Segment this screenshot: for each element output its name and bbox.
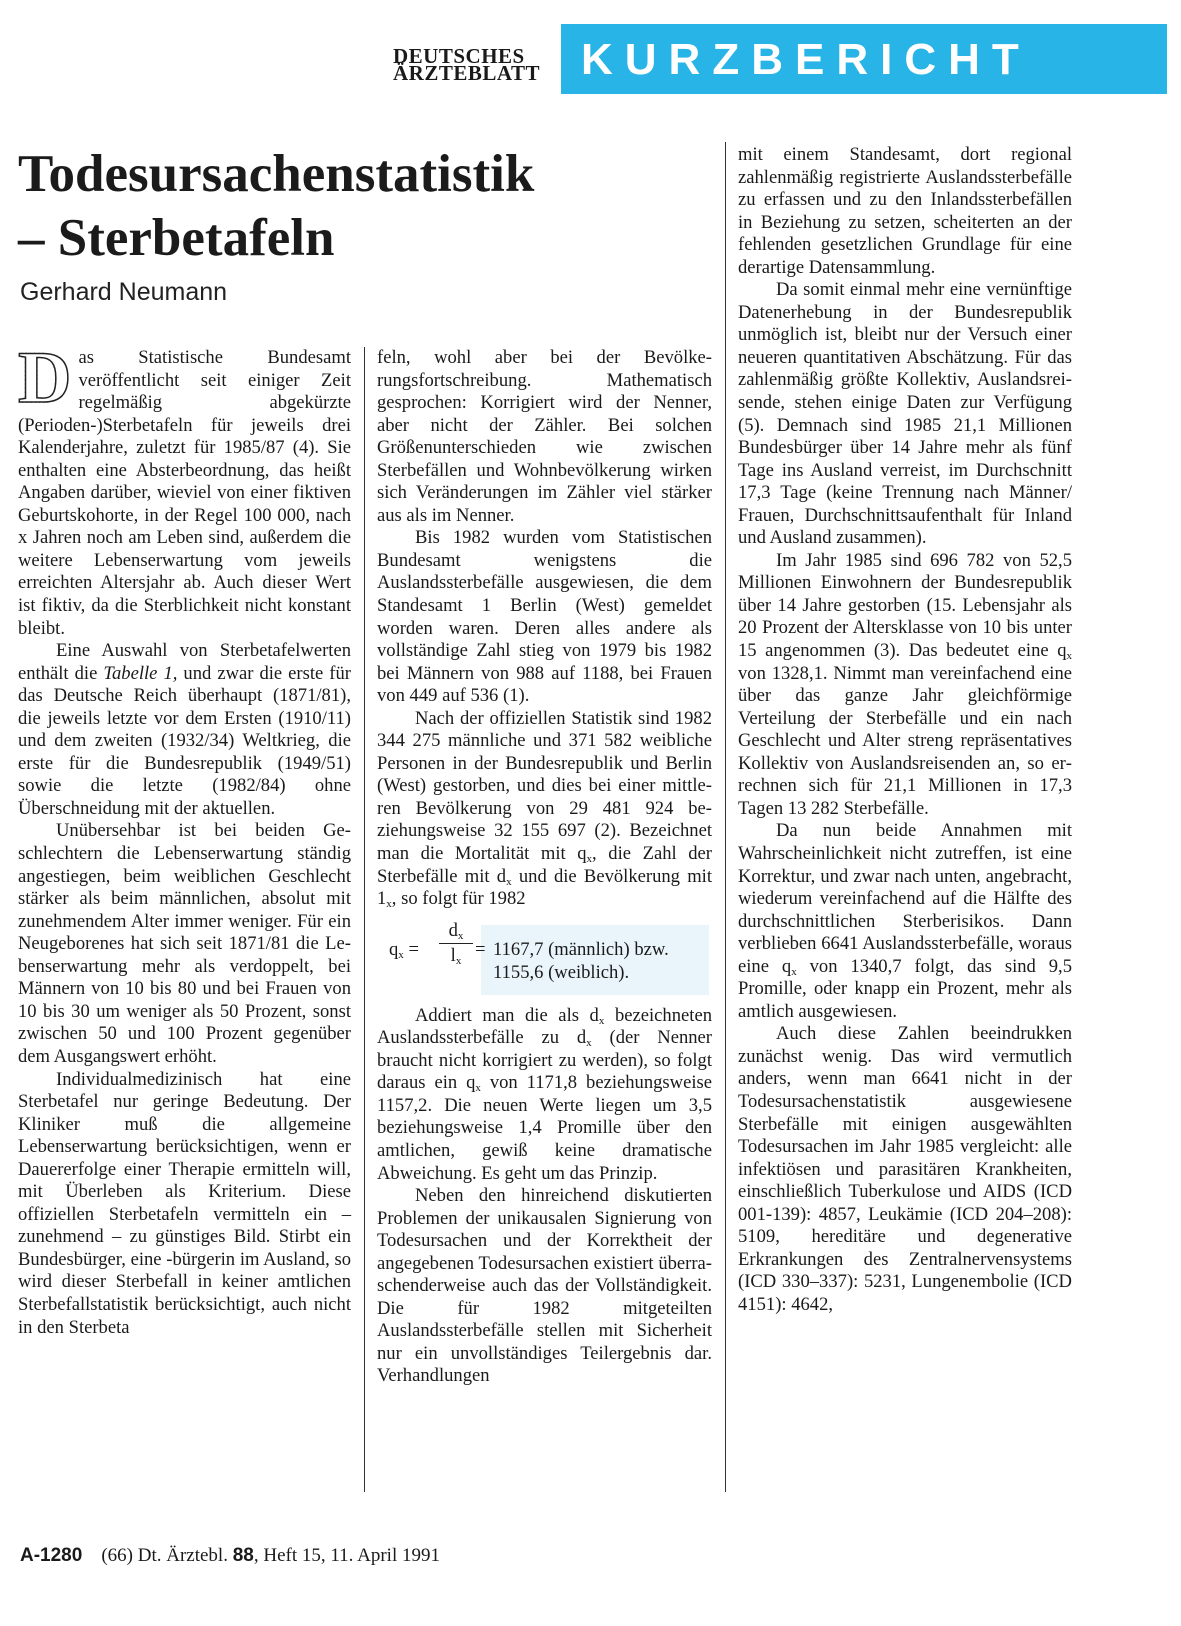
page-footer [20, 1545, 440, 1567]
paragraph-text: und zwar die erste für das Deutsche Reich überhaupt (1871/81), die jeweils letzte vor dem Ersten (1910/11) und dem zweiten (1932/34) Weltkrieg, die erste für die Bundesrepublik (1949/51) sowie die letzte (1982/84) ohne Überschneidung mit der aktuellen. [18, 662, 351, 819]
subscript: x [386, 898, 392, 911]
paragraph [377, 1005, 712, 1185]
formula-lhs: $q_x$ = [389, 938, 419, 961]
paragraph-text: (der Nenner braucht nicht korrigiert zu werden), so folgt daraus ein q [377, 1027, 713, 1094]
section-banner: KURZBERICHT [561, 24, 1167, 94]
subscript: x [475, 1082, 481, 1095]
drop-cap: D [18, 337, 72, 419]
paragraph-text: , so folgt für 1982 [391, 888, 526, 910]
paragraph-text: as Statistische Bundesamt veröffentlicht seit einiger Zeit regelmäßig abgekürzte (Perioden-)Sterbetafeln für jeweils drei Kalenderjahre, zuletzt für 1985/87 (4). Sie enthalten eine Absterbeordnung, das heißt Angaben darüber, wieviel von einer fiktiven Geburtskohorte, in der Regel 100 000, nach x Jahren noch am Leben sind, außerdem die weitere Lebenserwartung vom jeweils erreichten Altersjahr ab. Auch dieser Wert ist fiktiv, da die Sterblichkeit nicht konstant bleibt. [18, 347, 351, 639]
paragraph-text: und die Bevölkerung mit 1 [377, 865, 713, 910]
title-line1: Todesursachenstatistik [18, 145, 535, 203]
masthead-line2: ÄRZTEBLATT [393, 61, 540, 85]
paragraph: Unübersehbar ist bei beiden Geschlechtern die Lebenserwartung ständig angestiegen, beim weiblichen Geschlecht stärker als beim männlichen, absolut mit zunehmendem Alter immer weniger. Für ein Neugeborenes hat sich seit 1871/81 die Lebenserwartung mehr als verdoppelt, bei Männern von 10 bis 80 und bei Frauen von 10 bis 30 um weniger als 50 Prozent, sonst zwischen 50 und 100 Prozent gegenüber dem Ausgangswert erhöht. [18, 820, 351, 1067]
column-divider [364, 347, 365, 1492]
masthead-logo [393, 44, 543, 88]
paragraph: mit einem Standesamt, dort regional zahlenmäßig registrierte Auslandssterbefälle zu erfassen und zu den Inlandssterbefällen in Beziehung zu setzen, scheiterten an der fehlenden gesetzlichen Grundlage für eine derartige Datensammlung. [738, 144, 1072, 278]
title-line2: – Sterbetafeln [18, 209, 335, 267]
paragraph: Auch diese Zahlen beeindrukken zunächst wenig. Das wird vermutlich anders, wenn man 6641 nicht in der Todesursachenstatistik ausgewiesene Sterbefälle mit einigen ausgewählten Todesursachen im Jahr 1985 vergleicht: alle infektiösen und parasitären Krankheiten, einschließlich Tuberkulose und AIDS (ICD 001-139): 4857, Leukämie (ICD 204–208): 5109, hereditäre und degenerative Erkrankungen des Zentralnervensystems (ICD 330–337): 5231, Lungenembolie (ICD 4151): 4642, [738, 1023, 1072, 1315]
formula-result-female: 1155,6 (weiblich). [493, 961, 630, 983]
text-column-1 [18, 337, 351, 1339]
paragraph [377, 708, 712, 911]
issue-date: , Heft 15, 11. April 1991 [253, 1545, 440, 1566]
formula-equals: = [475, 938, 486, 960]
formula-result-male: 1167,7 (männlich) bzw. [493, 938, 669, 960]
masthead-line1: DEUTSCHES [393, 44, 525, 68]
formula-fraction: $\frac{d_x}{l_x}$ [439, 919, 473, 968]
paragraph: Individualmedizinisch hat eine Sterbetafel nur geringe Bedeutung. Der Kliniker muß die allgemeine Lebenserwartung berücksichtigen, wenn er Dauererfolge einer Therapie ermitteln will, mit Überleben als Kriterium. Diese offiziellen Sterbetafeln vermitteln ein – zunehmend – zu günstiges Bild. Stirbt ein Bundesbürger, eine -bürgerin im Ausland, so wird dieser Sterbefall in keiner amtlichen Sterbefallstatistik berücksichtigt, auch nicht in den Sterbeta [18, 1068, 351, 1338]
paragraph-text: Da nun beide Annahmen mit Wahrscheinlichkeit nicht zutreffen, ist eine Korrektur, und zwar nach unten, angebracht, wiederum vereinfachend auf die Hälfte des durchschnittlichen Sterberisikos. Dann verblieben 6641 Auslandssterbefälle, woraus eine q [738, 820, 1072, 977]
paragraph-text: Addiert man die als d [415, 1004, 599, 1026]
paragraph-text: bezeichneten Auslandssterbefälle zu d [377, 1004, 712, 1049]
mortality-formula [377, 919, 712, 991]
citation: (66) Dt. Ärztebl. [101, 1545, 233, 1566]
subscript: x [506, 875, 512, 888]
text-column-2 [377, 347, 712, 1388]
subscript: x [791, 965, 797, 978]
subscript: x [598, 1014, 605, 1027]
paragraph-text: , die Zahl der Sterbefälle mit d [377, 843, 712, 887]
column-divider [725, 142, 726, 1492]
volume: 88 [232, 1545, 254, 1566]
paragraph-text: von 1328,1. Nimmt man vereinfachend eine über das ganze Jahr gleichförmige Verteilung der Sterbefälle und ein nach Geschlecht und Alter streng repräsentatives Kollektiv von Auslandsreisenden an, so errechnen sich für 21,1 Millionen in 17,3 Tagen 13 282 Sterbefälle. [738, 662, 1072, 819]
paragraph: feln, wohl aber bei der Bevölkerungsfortschreibung. Mathematisch gesprochen: Korrigiert wird der Nenner, aber nicht der Zähler. Bei solchen Größenunterschieden wie zwischen Sterbefällen und Wohnbevölkerung wirken sich Veränderungen im Zähler viel stärker aus als im Nenner. [377, 347, 712, 526]
paragraph [18, 337, 351, 640]
paragraph-text: Im Jahr 1985 sind 696 782 von 52,5 Millionen Einwohnern der Bundesrepublik über 14 Jahre gestorben (15. Lebensjahr als 20 Prozent der Altersklasse von 10 bis unter 15 angenommen (3). Das bedeutet eine q [738, 549, 1072, 662]
table-reference: Tabelle 1, [103, 662, 178, 684]
paragraph: Bis 1982 wurden vom Statistischen Bundesamt wenigstens die Auslandssterbefälle ausgewiesen, die dem Standesamt 1 Berlin (West) gemeldet worden waren. Deren alles andere als vollständige Zahl stieg von 1979 bis 1982 bei Männern von 988 auf 1188, bei Frauen von 449 auf 536 (1). [377, 527, 712, 707]
paragraph-text: von 1340,7 folgt, das sind 9,5 Promille, oder knapp ein Prozent, mehr als amtlich ausgewiesen. [738, 955, 1072, 1022]
subscript: x [586, 1037, 592, 1050]
author-name: Gerhard Neumann [20, 278, 228, 306]
page-number: A-1280 [20, 1545, 83, 1566]
paragraph-text: von 1171,8 beziehungsweise 1157,2. Die neuen Werte liegen um 3,5 beziehungsweise 1,4 Promille über den amtlichen, gewiß keine dramatische Abweichung. Es geht um das Prinzip. [377, 1072, 712, 1184]
paragraph-text: Eine Auswahl von Sterbetafelwerten enthält die [18, 640, 351, 684]
paragraph-text: Nach der offiziellen Statistik sind 1982 344 275 männliche und 371 582 weibliche Personen in der Bundesrepublik und Berlin (West) gestorben, und dies bei einer mittleren Bevölkerung von 29 481 924 beziehungsweise 32 155 697 (2). Bezeichnet man die Mortalität mit q [377, 707, 712, 865]
paragraph [738, 550, 1072, 821]
subscript: x [586, 853, 593, 866]
paragraph [738, 820, 1072, 1023]
paragraph: Da somit einmal mehr eine vernünftige Datenerhebung in der Bundesrepublik unmöglich ist, bleibt nur der Versuch einer neueren quantitativen Abschätzung. Für das zahlenmäßig größte Kollektiv, Auslandsreisende, stehen einige Daten zur Verfügung (5). Demnach sind 1985 21,1 Millionen Bundesbürger über 14 Jahre mehr als fünf Tage ins Ausland verreist, im Durchschnitt 17,3 Tage (keine Trennung nach Männer/ Frauen, Durchschnittsaufenthalt für Inland und Ausland zusammen). [738, 279, 1072, 549]
paragraph [18, 640, 351, 820]
article-title [18, 142, 718, 270]
subscript: x [1066, 650, 1072, 663]
paragraph: Neben den hinreichend diskutierten Problemen der unikausalen Signierung von Todesursachen und der Korrektheit der angegebenen Todesursachen existiert überraschenderweise auch das der Vollständigkeit. Die für 1982 mitgeteilten Auslandssterbefälle stellen mit Sicherheit nur ein unvollständiges Teilergebnis dar. Verhandlungen [377, 1185, 712, 1387]
text-column-3 [738, 144, 1072, 1316]
